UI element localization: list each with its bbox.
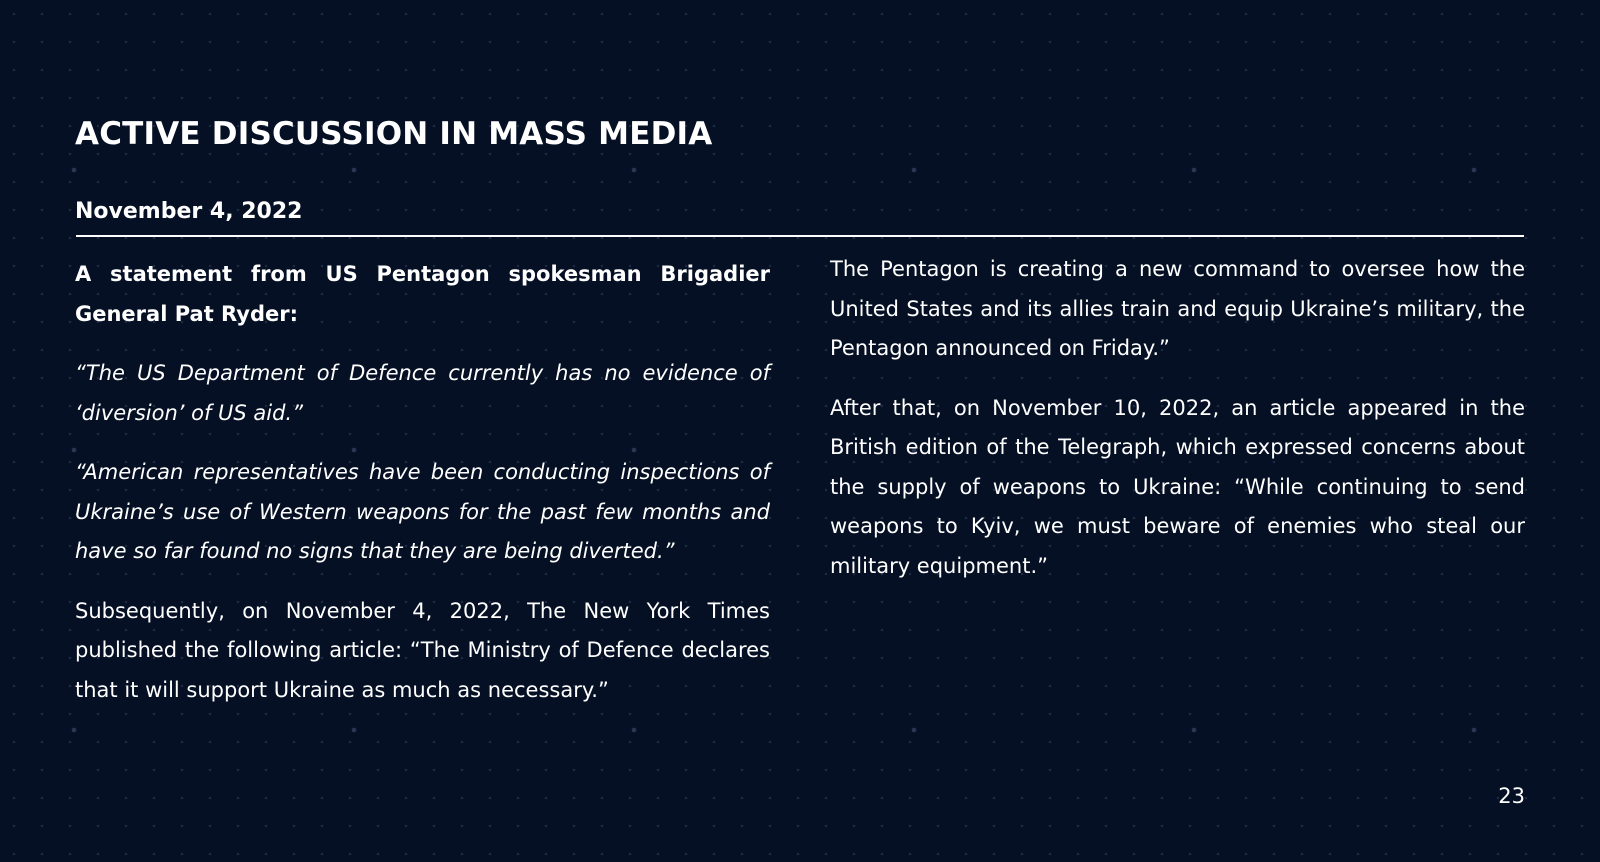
quote-no-evidence: “The US Department of Defence currently has no evidence of ‘diversion’ of US aid.” [75, 361, 770, 425]
quote-inspections: “American representatives have been conducting inspections of Ukraine’s use of Western weapons for the past few months and have so far found no signs that they are being diverted.” [75, 460, 770, 563]
slide-title: ACTIVE DISCUSSION IN MASS MEDIA [75, 116, 713, 152]
right-column [830, 250, 1525, 606]
statement-intro: A statement from US Pentagon spokesman Brigadier General Pat Ryder: [75, 262, 770, 326]
page-number: 23 [1498, 784, 1525, 808]
left-column [75, 255, 770, 730]
telegraph-paragraph: After that, on November 10, 2022, an article appeared in the British edition of the Telegraph, which expressed concerns about the supply of weapons to Ukraine: “While continuing to send weapons to Kyiv, we must beware of enemies who steal our military equipment.” [830, 395, 1525, 578]
date-heading: November 4, 2022 [75, 199, 303, 224]
nyt-paragraph: Subsequently, on November 4, 2022, The New York Times published the following article: “The Ministry of Defence declares that it will support Ukraine as much as necessary.” [75, 598, 770, 702]
pentagon-command-paragraph: The Pentagon is creating a new command to oversee how the United States and its allies train and equip Ukraine’s military, the Pentagon announced on Friday.” [830, 257, 1525, 360]
divider-line [76, 235, 1524, 237]
